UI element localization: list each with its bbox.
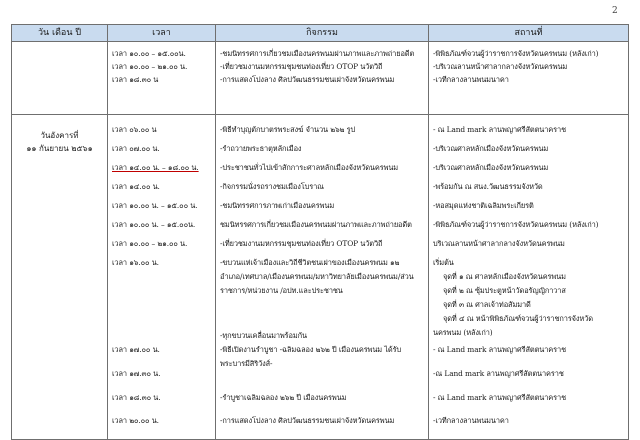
place-line: - ณ Land mark ลานพญาศรีสัตตนาคราช	[433, 345, 566, 354]
time-cell	[108, 42, 216, 115]
activity-line: -ทุกขบวนเคลื่อนมาพร้อมกัน	[220, 331, 307, 340]
place-cell	[429, 115, 629, 440]
activity-line: ชมนิทรรศการเกี่ยวชมเมืองนครพนมผ่านภาพและภาพถ่ายอดีต	[220, 220, 412, 229]
activity-line: -ชมนิทรรศการภาพเก่าเมืองนครพนม	[220, 201, 335, 210]
time-line: เวลา ๑๐.๐๐ – ๒๑.๐๐ น.	[112, 62, 188, 71]
place-line: -พิพิธภัณฑ์จวนผู้ว่าราชการจังหวัดนครพนม (หลังเก่า)	[433, 49, 599, 58]
page-number: 2	[612, 6, 618, 16]
place-line: -เวทีกลางลานพนมนาคา	[433, 416, 509, 425]
activity-line: -ขบวนแห่เจ้าเมืองและวิถีชีวิตชนเผ่าของเมืองนครพนม ๑๒	[220, 258, 400, 267]
time-line: เวลา ๐๗.๐๐ น.	[112, 144, 160, 153]
time-cell	[108, 115, 216, 440]
time-line: เวลา ๑๐.๐๐ – ๒๑.๐๐ น.	[112, 239, 188, 248]
place-line: - ณ Land mark ลานพญาศรีสัตตนาคราช	[433, 125, 566, 134]
time-line: เวลา ๑๘.๓๐ น	[112, 75, 159, 84]
time-line: เวลา ๑๖.๐๐ น.	[112, 258, 159, 267]
place-line: -บริเวณลานหน้าศาลากลางจังหวัดนครพนม	[433, 62, 568, 71]
place-line: จุดที่ ๔ ณ หน้าพิพิธภัณฑ์จวนผู้ว่าราชการจังหวัด	[443, 314, 593, 323]
place-cell	[429, 42, 629, 115]
date-line: วันอังคารที่	[40, 131, 79, 140]
schedule-table	[11, 24, 629, 440]
date-cell	[12, 115, 108, 440]
activity-line: พระบารมีสิริวังส์-	[220, 359, 273, 368]
time-line: เวลา ๑๘.๓๐ น.	[112, 393, 161, 402]
activity-line: -รำถวายพระธาตุหลักเมือง	[220, 144, 302, 153]
activity-line: -การแสดงโปงลาง ศิลปวัฒนธรรมชนเผ่าจังหวัดนครพนม	[220, 75, 395, 84]
time-line: เวลา ๑๐.๐๐ น. – ๑๕.๐๐น.	[112, 220, 196, 229]
activity-cell	[216, 42, 429, 115]
header-activity: กิจกรรม	[216, 25, 429, 42]
place-line: จุดที่ ๒ ณ ซุ้มประตูหน้าวัดอรัญญิกาวาส	[443, 286, 566, 295]
place-line: -หอสมุดแห่งชาติเฉลิมพระเกียรติ	[433, 201, 534, 210]
activity-line: -ชมนิทรรศการเกี่ยวชมเมืองนครพนมผ่านภาพและภาพถ่ายอดีต	[220, 49, 415, 58]
place-line: -เวทีกลางลานพนมนาคา	[433, 75, 509, 84]
time-line: เวลา ๑๔.๐๐ น.	[112, 182, 160, 191]
place-line: จุดที่ ๑ ณ ศาลหลักเมืองจังหวัดนครพนม	[443, 272, 566, 281]
time-line: เวลา ๑๗.๐๐ น.	[112, 345, 160, 354]
place-line: -บริเวณศาลหลักเมืองจังหวัดนครพนม	[433, 163, 549, 172]
place-line: เริ่มต้น	[433, 258, 454, 267]
activity-line: ราชการ/หน่วยงาน /อปท.และประชาชน	[220, 286, 343, 295]
activity-line: อำเภอ/เทศบาล/เมืองนครพนม/มหาวิทยาลัยเมืองนครพนม/ส่วน	[220, 272, 414, 281]
place-line: -ณ Land mark ลานพญาศรีสัตตนาคราช	[433, 369, 564, 378]
activity-line: -เที่ยวชมงานมหกรรมชุมชนท่องเที่ยว OTOP นวัตวิถี	[220, 239, 383, 248]
place-line: -พิพิธภัณฑ์จวนผู้ว่าราชการจังหวัดนครพนม (หลังเก่า)	[433, 220, 599, 229]
header-place: สถานที่	[429, 25, 629, 42]
time-line: เวลา ๑๗.๓๐ น.	[112, 369, 161, 378]
activity-line: -รำบูชาเฉลิมฉลอง ๒๖๒ ปี เมืองนครพนม	[220, 393, 347, 402]
table-row	[12, 42, 629, 115]
place-line: -บริเวณศาลหลักเมืองจังหวัดนครพนม	[433, 144, 549, 153]
time-line: เวลา ๑๔.๐๐ น. – ๑๘.๐๐ น.	[112, 163, 199, 172]
place-line: - ณ Land mark ลานพญาศรีสัตตนาคราช	[433, 393, 566, 402]
header-date: วัน เดือน ปี	[12, 25, 108, 42]
place-line: จุดที่ ๓ ณ ศาลเจ้าท่อสัมมาดี	[443, 300, 531, 309]
activity-line: -กิจกรรมนั่งรถรางชมเมืองโบราณ	[220, 182, 324, 191]
activity-line: -พิธีทำบุญตักบาตรพระสงฆ์ จำนวน ๒๖๒ รูป	[220, 125, 356, 134]
activity-line: -เที่ยวชมงานมหกรรมชุมชนท่องเที่ยว OTOP นวัตวิถี	[220, 62, 383, 71]
header-time: เวลา	[108, 25, 216, 42]
activity-line: -พิธีเปิดงานรำบูชา -ฉลิมฉลอง ๒๖๒ ปี เมืองนครพนม ได้รับ	[220, 345, 402, 354]
time-line: เวลา ๑๐.๐๐ – ๑๕.๐๐น.	[112, 49, 186, 58]
activity-cell	[216, 115, 429, 440]
header-row	[12, 25, 629, 42]
time-line: เวลา ๐๖.๐๐ น	[112, 125, 157, 134]
activity-line: -ประชาชนทั่วไปเข้าสักการะศาลหลักเมืองจังหวัดนครพนม	[220, 163, 399, 172]
activity-line: -การแสดงโปงลาง ศิลปวัฒนธรรมชนเผ่าจังหวัดนครพนม	[220, 416, 395, 425]
table-row	[12, 115, 629, 440]
date-cell	[12, 42, 108, 115]
place-line: -พร้อมกัน ณ สนง.วัฒนธรรมจังหวัด	[433, 182, 543, 191]
time-line: เวลา ๑๐.๐๐ น. – ๑๕.๐๐ น.	[112, 201, 198, 210]
place-line: นครพนม (หลังเก่า)	[433, 328, 493, 337]
date-line: ๑๑ กันยายน ๒๕๖๑	[26, 144, 93, 153]
time-line: เวลา ๒๐.๐๐ น.	[112, 416, 159, 425]
place-line: บริเวณลานหน้าศาลากลางจังหวัดนครพนม	[433, 239, 565, 248]
